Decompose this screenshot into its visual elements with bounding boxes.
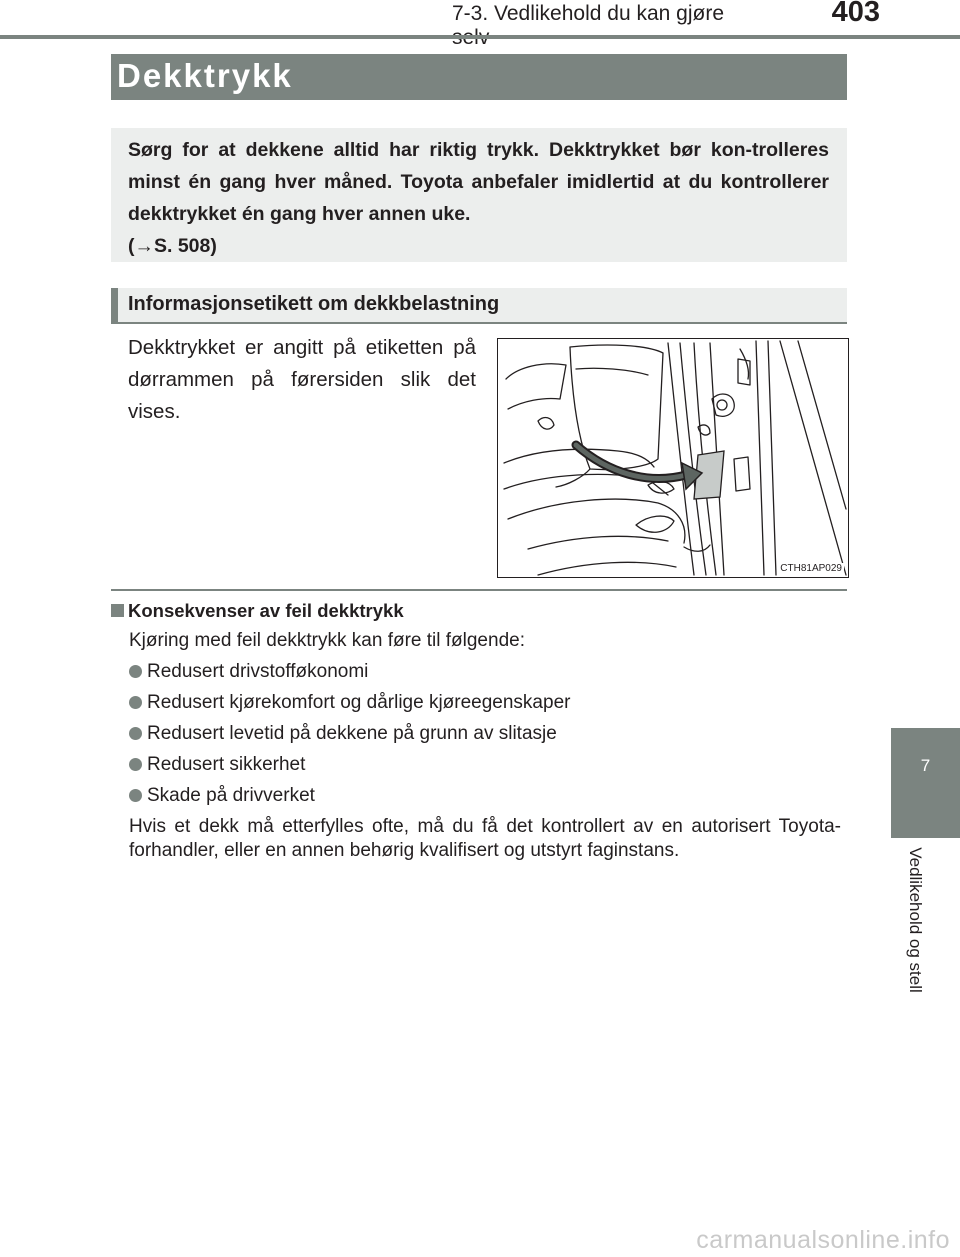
cross-reference[interactable] [128, 230, 829, 262]
figure-code: CTH81AP029 [780, 563, 842, 574]
list-item-text: Redusert levetid på dekkene på grunn av slitasje [147, 723, 557, 744]
list-item-text: Skade på drivverket [147, 785, 315, 806]
subheading-accent [111, 288, 118, 322]
consequences-list [111, 659, 847, 809]
consequences-intro: Kjøring med feil dekktrykk kan føre til følgende: [129, 630, 525, 651]
label-location-text: Dekktrykket er angitt på etiketten på dørrammen på førersiden slik det vises. [128, 336, 476, 423]
consequences-heading: Konsekvenser av feil dekktrykk [128, 600, 404, 621]
door-frame-illustration [498, 339, 848, 577]
consequences-section [111, 598, 847, 863]
title-bar [111, 54, 847, 100]
page-title: Dekktrykk [117, 57, 293, 94]
arrow-right-icon: → [134, 235, 154, 257]
watermark: carmanualsonline.info [696, 1226, 950, 1254]
list-item [129, 752, 847, 778]
xref-page: S. 508) [154, 235, 217, 257]
header-section-title: 7-3. Vedlikehold du kan gjøre [452, 2, 725, 25]
intro-box [111, 128, 847, 262]
circle-bullet-icon [129, 758, 142, 771]
intro-text: Sørg for at dekkene alltid har riktig trykk. Dekktrykket bør kon-trolleres minst én gang hver måned. Toyota anbefaler imidlertid at du kontrollerer dekktrykket én gang hver annen uke. [128, 139, 829, 225]
header-rule [0, 35, 960, 39]
circle-bullet-icon [129, 789, 142, 802]
list-item [129, 690, 847, 716]
list-item [129, 721, 847, 747]
circle-bullet-icon [129, 696, 142, 709]
list-item-text: Redusert drivstofføkonomi [147, 661, 369, 682]
section-rule [111, 589, 847, 591]
intro-text-block [128, 134, 829, 262]
list-item [129, 659, 847, 685]
square-bullet-icon [111, 604, 124, 617]
list-item-text: Redusert kjørekomfort og dårlige kjøreegenskaper [147, 692, 571, 713]
chapter-side-label-text: Vedlikehold og stell [906, 847, 925, 993]
consequences-outro: Hvis et dekk må etterfylles ofte, må du få det kontrollert av en autorisert Toyota-forhandler, eller en annen behørig kvalifisert og utstyrt faginstans. [129, 816, 841, 861]
page-number: 403 [831, 0, 880, 28]
chapter-side-label [895, 848, 925, 998]
circle-bullet-icon [129, 727, 142, 740]
subheading-bar [111, 288, 847, 324]
list-item-text: Redusert sikkerhet [147, 754, 306, 775]
list-item [129, 783, 847, 809]
door-frame-figure [497, 338, 849, 578]
subheading-text: Informasjonsetikett om dekkbelastning [128, 293, 500, 315]
consequences-heading-row [111, 598, 847, 624]
chapter-tab[interactable] [891, 728, 960, 838]
chapter-tab-number: 7 [920, 756, 931, 775]
xref-open: ( [128, 235, 135, 257]
circle-bullet-icon [129, 665, 142, 678]
